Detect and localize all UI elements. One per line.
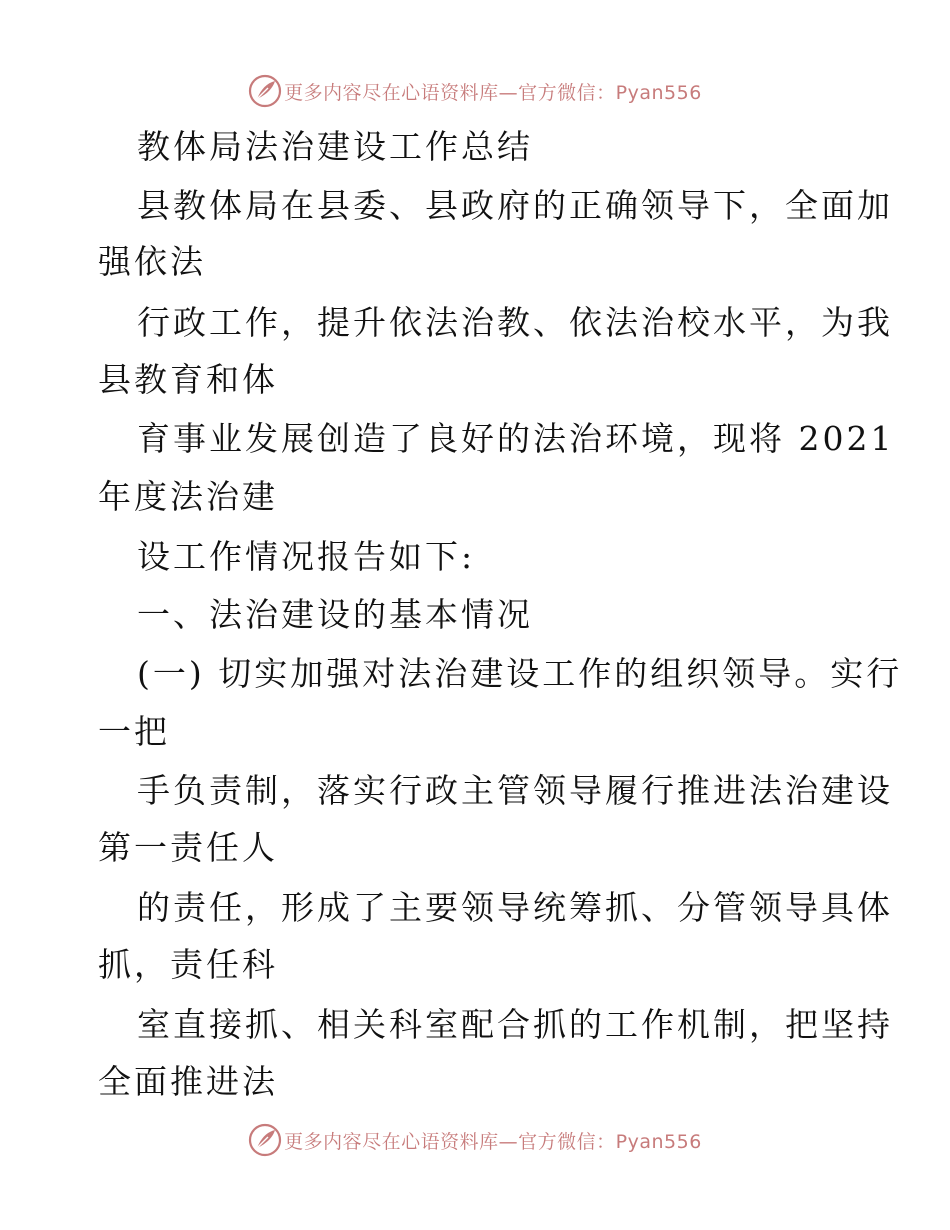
doc-line: 第一责任人 — [98, 828, 278, 867]
doc-line: 的责任，形成了主要领导统筹抓、分管领导具体 — [137, 888, 893, 927]
doc-line: 设工作情况报告如下: — [137, 537, 476, 576]
watermark-header — [0, 71, 950, 111]
watermark-account: Pyan556 — [615, 81, 702, 104]
feather-pen-logo-icon — [248, 1123, 282, 1157]
section-heading: 一、法治建设的基本情况 — [137, 595, 533, 634]
watermark-account: Pyan556 — [615, 1130, 702, 1153]
feather-pen-logo-icon — [248, 74, 282, 108]
doc-line: 全面推进法 — [98, 1062, 278, 1101]
doc-line: 手负责制，落实行政主管领导履行推进法治建设 — [137, 771, 893, 810]
doc-line: 强依法 — [98, 242, 206, 281]
doc-line: 年度法治建 — [98, 477, 278, 516]
subsection-heading: (一) 切实加强对法治建设工作的组织领导。实行 — [137, 654, 903, 693]
doc-line: 一把 — [98, 712, 170, 751]
watermark-text: 更多内容尽在心语资料库—官方微信： — [284, 81, 616, 104]
doc-line: 县教体局在县委、县政府的正确领导下，全面加 — [137, 186, 893, 225]
doc-line: 室直接抓、相关科室配合抓的工作机制，把坚持 — [137, 1005, 893, 1044]
doc-title: 教体局法治建设工作总结 — [137, 127, 533, 166]
doc-line: 行政工作，提升依法治教、依法治校水平，为我 — [137, 303, 893, 342]
watermark-text: 更多内容尽在心语资料库—官方微信： — [284, 1130, 616, 1153]
doc-line: 县教育和体 — [98, 360, 278, 399]
doc-line: 育事业发展创造了良好的法治环境，现将 2021 — [137, 419, 895, 458]
doc-line: 抓，责任科 — [98, 945, 278, 984]
watermark-footer — [0, 1120, 950, 1160]
